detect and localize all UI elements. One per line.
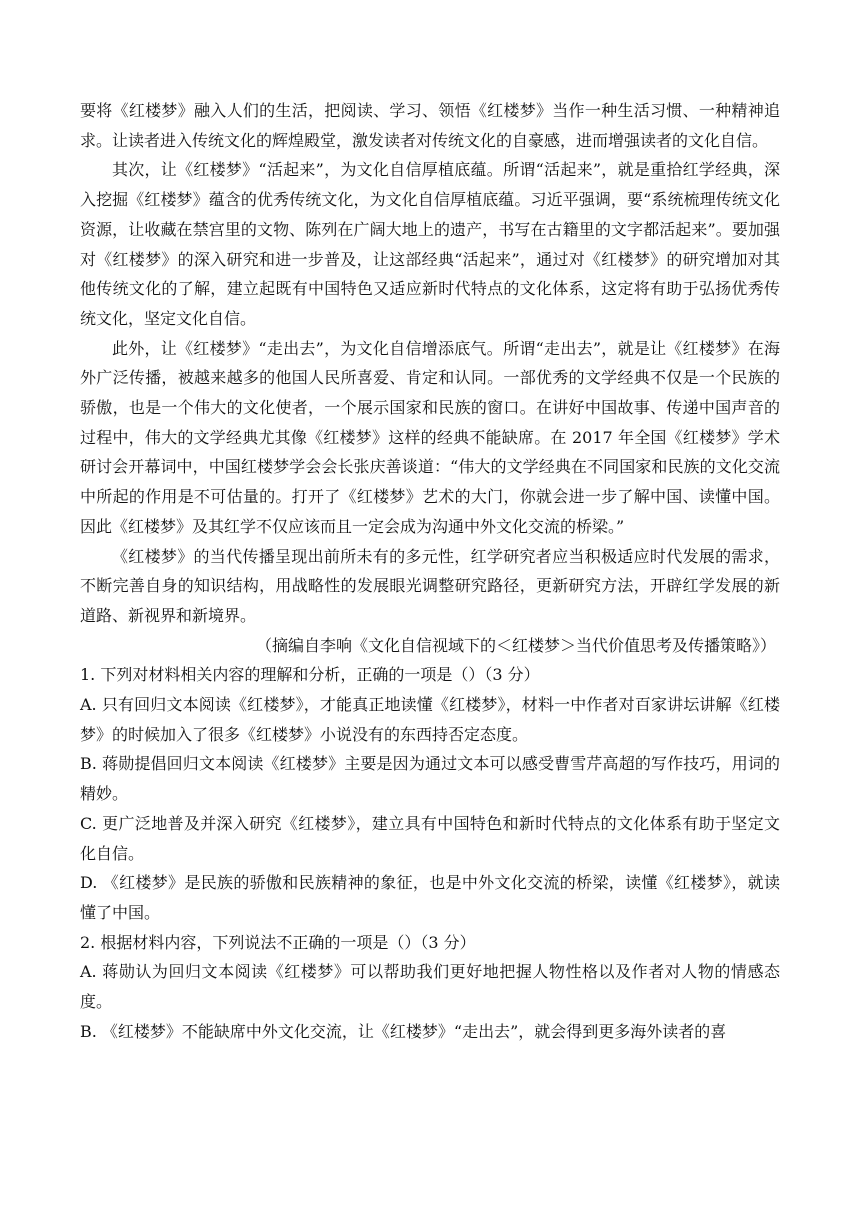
question-2-option-a: A. 蒋勋认为回归文本阅读《红楼梦》可以帮助我们更好地把握人物性格以及作者对人物的情感态度。 (80, 962, 780, 1012)
passage-paragraph-1: 要将《红楼梦》融入人们的生活，把阅读、学习、领悟《红楼梦》当作一种生活习惯、一种精神追求。让读者进入传统文化的辉煌殿堂，激发读者对传统文化的自豪感，进而增强读者的文化自信。 (80, 101, 780, 150)
question-1-option-d: D. 《红楼梦》是民族的骄傲和民族精神的象征，也是中外文化交流的桥梁，读懂《红楼梦》，就读懂了中国。 (80, 873, 780, 922)
question-1-option-a: A. 只有回归文本阅读《红楼梦》，才能真正地读懂《红楼梦》，材料一中作者对百家讲坛讲解《红楼梦》的时候加入了很多《红楼梦》小说没有的东西持否定态度。 (80, 695, 780, 744)
question-1-option-b: B. 蒋勋提倡回归文本阅读《红楼梦》主要是因为通过文本可以感受曹雪芹高超的写作技巧，用词的精妙。 (80, 754, 780, 804)
document-body (80, 96, 780, 1047)
passage-paragraph-2: 其次，让《红楼梦》“活起来”，为文化自信厚植底蕴。所谓“活起来”，就是重拾红学经典，深入挖掘《红楼梦》蕴含的优秀传统文化，为文化自信厚植底蕴。习近平强调，要“系统梳理传统文化资源，让收藏在禁宫里的文物、陈列在广阔大地上的遗产，书写在古籍里的文字都活起来”。要加强对《红楼梦》的深入研究和进一步普及，让这部经典“活起来”，通过对《红楼梦》的研究增加对其他传统文化的了解，建立起既有中国特色又适应新时代特点的文化体系，这定将有助于弘扬优秀传统文化，坚定文化自信。 (80, 160, 780, 328)
question-1-option-c: C. 更广泛地普及并深入研究《红楼梦》，建立具有中国特色和新时代特点的文化体系有助于坚定文化自信。 (80, 813, 780, 863)
passage-source: （摘编自李响《文化自信视域下的＜红楼梦＞当代价值思考及传播策略》） (255, 635, 776, 655)
question-1-stem: 1. 下列对材料相关内容的理解和分析，正确的一项是（）（3 分） (80, 665, 540, 685)
passage-paragraph-3: 此外，让《红楼梦》“走出去”，为文化自信增添底气。所谓“走出去”，就是让《红楼梦》在海外广泛传播，被越来越多的他国人民所喜爱、肯定和认同。一部优秀的文学经典不仅是一个民族的骄傲，也是一个伟大的文化使者，一个展示国家和民族的窗口。在讲好中国故事、传递中国声音的过程中，伟大的文学经典尤其像《红楼梦》这样的经典不能缺席。在 2017 年全国《红楼梦》学术研讨会开幕词中，中国红楼梦学会会长张庆善谈道：“伟大的文学经典在不同国家和民族的文化交流中所起的作用是不可估量的。打开了《红楼梦》艺术的大门，你就会进一步了解中国、读懂中国。因此《红楼梦》及其红学不仅应该而且一定会成为沟通中外文化交流的桥梁。” (80, 338, 780, 536)
question-2-option-b: B. 《红楼梦》不能缺席中外文化交流，让《红楼梦》“走出去”，就会得到更多海外读者的喜 (80, 1021, 727, 1041)
passage-paragraph-4: 《红楼梦》的当代传播呈现出前所未有的多元性，红学研究者应当积极适应时代发展的需求，不断完善自身的知识结构，用战略性的发展眼光调整研究路径，更新研究方法，开辟红学发展的新道路、新视界和新境界。 (80, 546, 780, 625)
question-2-stem: 2. 根据材料内容，下列说法不正确的一项是（）（3 分） (80, 932, 476, 952)
